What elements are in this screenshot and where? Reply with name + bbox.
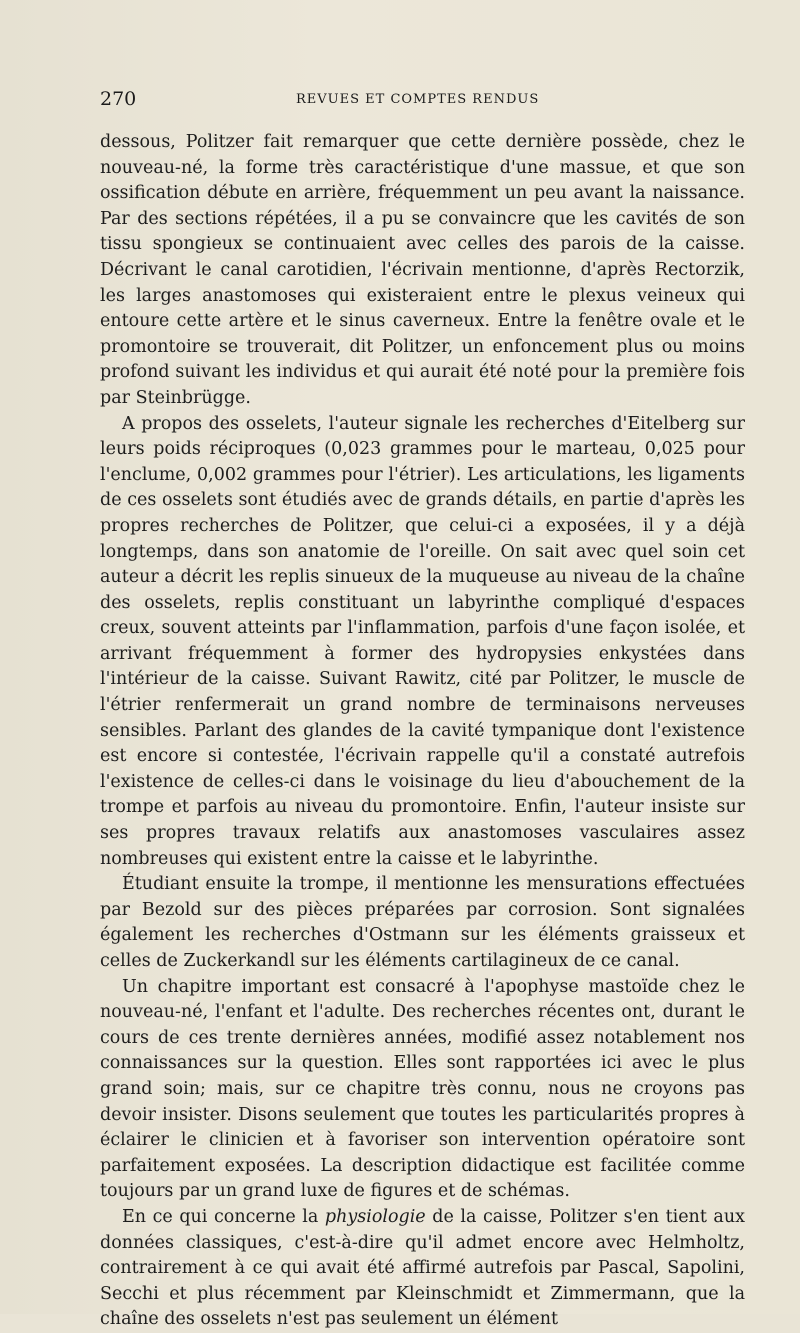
paragraph-5-rest: de la caisse, Politzer s'en tient aux données classiques, c'est-à-dire qu'il admet encore avec Helmholtz, contrairement à ce qui avait été affirmé autrefois par Pascal, Sapolini, Secchi et plus récemment par Kleinschmidt et Zimmermann, que la chaîne des osselets n'est pas seulement un élément — [100, 1206, 745, 1330]
paragraph-2: A propos des osselets, l'auteur signale les recherches d'Eitelberg sur leurs poids réciproques (0,023 grammes pour le marteau, 0,025 pour l'enclume, 0,002 grammes pour l'étrier). Les articulations, les ligaments de ces osselets sont étudiés avec de grands détails, en partie d'après les propres recherches de Politzer, que celui-ci a exposées, il y a déjà longtemps, dans son anatomie de l'oreille. On sait avec quel soin cet auteur a décrit les replis sinueux de la muqueuse au niveau de la chaîne des osselets, replis constituant un labyrinthe compliqué d'espaces creux, souvent atteints par l'inflammation, parfois d'une façon isolée, et arrivant fréquemment à former des hydropysies enkystées dans l'intérieur de la caisse. Suivant Rawitz, cité par Politzer, le muscle de l'étrier renfermerait un grand nombre de terminaisons nerveuses sensibles. Parlant des glandes de la cavité tympanique dont l'existence est encore si contestée, l'écrivain rappelle qu'il a constaté autrefois l'existence de celles-ci dans le voisinage du lieu d'abouchement de la trompe et parfois au niveau du promontoire. Enfin, l'auteur insiste sur ses propres travaux relatifs aux anastomoses vasculaires assez nombreuses qui existent entre la caisse et le labyrinthe. — [100, 413, 745, 869]
physiologie-term: physiologie — [324, 1206, 426, 1227]
page-header — [100, 88, 700, 112]
running-title: REVUES ET COMPTES RENDUS — [296, 92, 540, 107]
paragraph-5-start: En ce qui concerne la — [122, 1206, 325, 1227]
paragraph-4: Un chapitre important est consacré à l'apophyse mastoïde chez le nouveau-né, l'enfant et l'adulte. Des recherches récentes ont, durant le cours de ces trente dernières années, modifié assez notablement nos connaissances sur la question. Elles sont rapportées ici avec le plus grand soin; mais, sur ce chapitre très connu, nous ne croyons pas devoir insister. Disons seulement que toutes les particularités propres à éclairer le clinicien et à favoriser son intervention opératoire sont parfaitement exposées. La description didactique est facilitée comme toujours par un grand luxe de figures et de schémas. — [100, 976, 745, 1202]
body-text — [100, 130, 745, 1333]
paragraph-3: Étudiant ensuite la trompe, il mentionne les mensurations effectuées par Bezold sur des pièces préparées par corrosion. Sont signalées également les recherches d'Ostmann sur les éléments graisseux et celles de Zuckerkandl sur les éléments cartilagineux de ce canal. — [100, 874, 745, 971]
page-number: 270 — [100, 88, 137, 110]
paragraph-1: dessous, Politzer fait remarquer que cette dernière possède, chez le nouveau-né, la forme très caractéristique d'une massue, et que son ossification débute en arrière, fréquemment un peu avant la naissance. Par des sections répétées, il a pu se convaincre que les cavités de son tissu spongieux se continuaient avec celles des parois de la caisse. Décrivant le canal carotidien, l'écrivain mentionne, d'après Rectorzik, les larges anastomoses qui existeraient entre le plexus veineux qui entoure cette artère et le sinus caverneux. Entre la fenêtre ovale et le promontoire se trouverait, dit Politzer, un enfoncement plus ou moins profond suivant les individus et qui aurait été noté pour la première fois par Steinbrügge. — [100, 132, 745, 408]
